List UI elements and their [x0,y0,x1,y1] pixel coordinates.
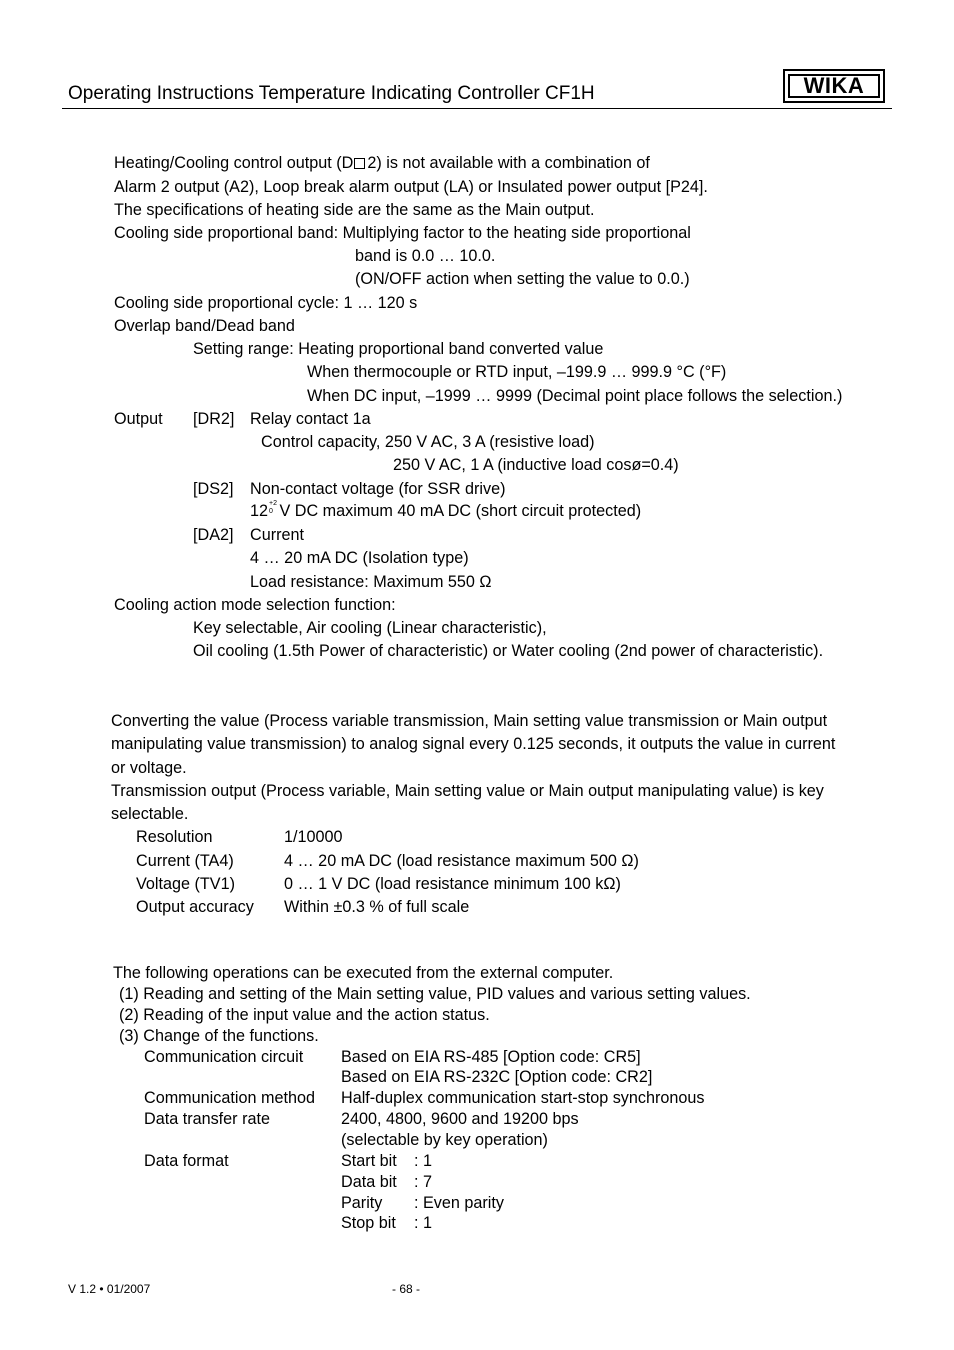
box-symbol-icon [354,158,365,169]
spec-value-resolution: 1/10000 [284,828,343,846]
heat-cool-line-1: Heating/Cooling control output (D 2) is not available with a combination of [114,154,650,172]
format-key-start: Start bit [341,1152,397,1170]
comm-item-1: (1) Reading and setting of the Main setting value, PID values and various setting values. [119,985,751,1003]
transmission-p2-line-1: Transmission output (Process variable, Main setting value or Main output manipulating value) is key [111,782,824,800]
da2-line-3: Load resistance: Maximum 550 Ω [250,573,492,591]
cooling-action-line-3: Oil cooling (1.5th Power of characteristic) or Water cooling (2nd power of characteristic). [193,642,824,660]
spec-label-accuracy: Output accuracy [136,898,254,916]
heat-cool-line-9: Setting range: Heating proportional band converted value [193,340,604,358]
comm-circuit-value-2: Based on EIA RS-232C [Option code: CR2] [341,1068,653,1086]
comm-rate-value-1: 2400, 4800, 9600 and 19200 bps [341,1110,579,1128]
format-value-data: : 7 [414,1173,432,1191]
output-label: Output [114,410,163,428]
format-value-start: : 1 [414,1152,432,1170]
da2-code: [DA2] [193,526,234,544]
comm-rate-value-2: (selectable by key operation) [341,1131,548,1149]
format-value-stop: : 1 [414,1214,432,1232]
comm-method-label: Communication method [144,1089,315,1107]
ds2-line-1: Non-contact voltage (for SSR drive) [250,480,506,498]
heat-cool-line-6: (ON/OFF action when setting the value to 0.0.) [355,270,690,288]
comm-rate-label: Data transfer rate [144,1110,270,1128]
transmission-p1-line-3: or voltage. [111,759,187,777]
comm-item-2: (2) Reading of the input value and the action status. [119,1006,490,1024]
cooling-action-line-1: Cooling action mode selection function: [114,596,396,614]
ds2-code: [DS2] [193,480,234,498]
heat-cool-line-2: Alarm 2 output (A2), Loop break alarm output (LA) or Insulated power output [P24]. [114,178,708,196]
comm-item-3: (3) Change of the functions. [119,1027,319,1045]
voltage-tolerance: +2 0 [269,500,277,515]
comm-format-label: Data format [144,1152,229,1170]
dr2-line-1: Relay contact 1a [250,410,371,428]
spec-value-current: 4 … 20 mA DC (load resistance maximum 500 Ω) [284,852,639,870]
heat-cool-line-4: Cooling side proportional band: Multiplying factor to the heating side proportional [114,224,691,242]
format-key-data: Data bit [341,1173,397,1191]
heat-cool-line-11: When DC input, –1999 … 9999 (Decimal point place follows the selection.) [307,387,843,405]
footer-page-number: - 68 - [392,1282,421,1296]
format-key-parity: Parity [341,1194,383,1212]
da2-line-1: Current [250,526,304,544]
wika-logo-text: WIKA [803,73,865,98]
heat-cool-line-3: The specifications of heating side are the same as the Main output. [114,201,595,219]
format-key-stop: Stop bit [341,1214,396,1232]
dr2-code: [DR2] [193,410,235,428]
footer-version: V 1.2 • 01/2007 [68,1282,151,1296]
comm-circuit-value-1: Based on EIA RS-485 [Option code: CR5] [341,1048,641,1066]
heat-cool-line-10: When thermocouple or RTD input, –199.9 … 999.9 °C (°F) [307,363,727,381]
heat-cool-line-5: band is 0.0 … 10.0. [355,247,496,265]
wika-logo [783,69,885,103]
spec-label-current: Current (TA4) [136,852,234,870]
spec-label-resolution: Resolution [136,828,213,846]
comm-method-value: Half-duplex communication start-stop synchronous [341,1089,705,1107]
spec-label-voltage: Voltage (TV1) [136,875,235,893]
da2-line-2: 4 … 20 mA DC (Isolation type) [250,549,469,567]
heat-cool-line-8: Overlap band/Dead band [114,317,295,335]
ds2-line-2: 12 +2 0 V DC maximum 40 mA DC (short circuit protected) [250,500,642,520]
spec-value-voltage: 0 … 1 V DC (load resistance minimum 100 kΩ) [284,875,621,893]
dr2-line-2: Control capacity, 250 V AC, 3 A (resistive load) [261,433,595,451]
cooling-action-line-2: Key selectable, Air cooling (Linear characteristic), [193,619,547,637]
dr2-line-3: 250 V AC, 1 A (inductive load cosø=0.4) [393,456,679,474]
transmission-p2-line-2: selectable. [111,805,189,823]
page-title: Operating Instructions Temperature Indicating Controller CF1H [68,83,595,104]
heat-cool-line-7: Cooling side proportional cycle: 1 … 120 s [114,294,418,312]
transmission-p1-line-2: manipulating value transmission) to analog signal every 0.125 seconds, it outputs the value in current [111,735,836,753]
transmission-p1-line-1: Converting the value (Process variable transmission, Main setting value transmission or Main output [111,712,828,730]
header-divider [62,108,892,109]
spec-value-accuracy: Within ±0.3 % of full scale [284,898,470,916]
format-value-parity: : Even parity [414,1194,504,1212]
comm-intro: The following operations can be executed from the external computer. [113,964,614,982]
comm-circuit-label: Communication circuit [144,1048,304,1066]
